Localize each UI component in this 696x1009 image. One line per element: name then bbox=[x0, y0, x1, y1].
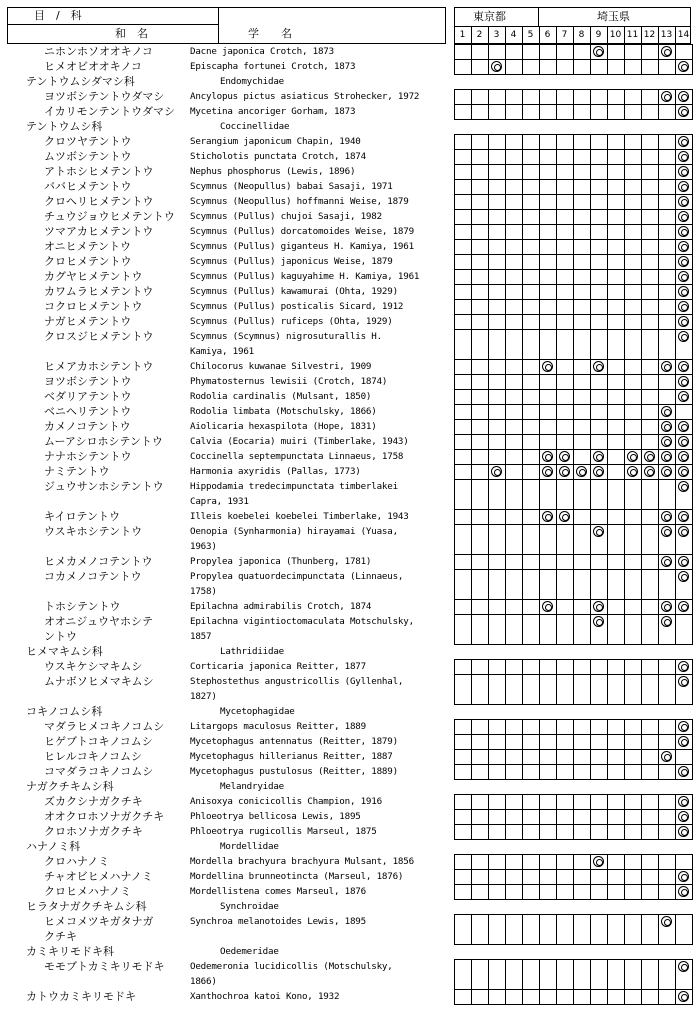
species-name-jp: ヒメカメノコテントウ bbox=[44, 555, 153, 568]
grid-row-line bbox=[454, 554, 692, 555]
grid-col-line bbox=[522, 794, 523, 839]
grid-col-line bbox=[573, 794, 574, 839]
species-name-jp: カメノコテントウ bbox=[44, 420, 131, 433]
grid-row-line bbox=[454, 269, 692, 270]
grid-row-line bbox=[454, 209, 692, 210]
grid-col-line bbox=[658, 794, 659, 839]
grid-col-line bbox=[522, 914, 523, 944]
grid-row-line bbox=[454, 434, 692, 435]
species-name-jp: ニホンホソオオキノコ bbox=[44, 45, 153, 58]
family-name-sci: Lathridiidae bbox=[220, 646, 284, 657]
header-col-divider bbox=[556, 27, 557, 44]
grid-row-line bbox=[454, 404, 692, 405]
species-name-sci: Litargops maculosus Reitter, 1889 bbox=[190, 721, 366, 732]
species-name-sci: Synchroa melanotoides Lewis, 1895 bbox=[190, 916, 366, 927]
grid-col-line bbox=[624, 914, 625, 944]
grid-col-line bbox=[658, 914, 659, 944]
species-name-sci-cont: 1758) bbox=[190, 586, 217, 597]
grid-col-line bbox=[505, 794, 506, 839]
species-name-jp-cont: クチキ bbox=[44, 930, 77, 943]
grid-row-line bbox=[454, 329, 692, 330]
species-name-sci: Sticholotis punctata Crotch, 1874 bbox=[190, 151, 366, 162]
species-name-sci-cont: 1827) bbox=[190, 691, 217, 702]
grid-row-line bbox=[454, 734, 692, 735]
species-name-sci: Scymnus (Pullus) japonicus Weise, 1879 bbox=[190, 256, 393, 267]
grid-col-line bbox=[624, 959, 625, 1004]
grid-col-line bbox=[675, 959, 676, 1004]
species-name-sci: Ancylopus pictus asiaticus Strohecker, 1972 bbox=[190, 91, 420, 102]
species-name-jp: クロヘリヒメテントウ bbox=[44, 195, 154, 208]
grid-col-line bbox=[607, 794, 608, 839]
site-number-8: 8 bbox=[578, 30, 585, 40]
grid-col-line bbox=[488, 959, 489, 1004]
species-name-sci: Mycetophagus hillerianus Reitter, 1887 bbox=[190, 751, 393, 762]
site-number-6: 6 bbox=[544, 30, 551, 40]
family-name-jp: テントウムシダマシ科 bbox=[26, 75, 135, 88]
grid-col-line bbox=[556, 854, 557, 899]
site-number-5: 5 bbox=[527, 30, 534, 40]
species-name-jp: コカメノコテントウ bbox=[44, 570, 142, 583]
header-order-family: 目 / 科 bbox=[34, 9, 82, 22]
grid-col-line bbox=[590, 659, 591, 704]
site-number-4: 4 bbox=[510, 30, 517, 40]
species-name-sci: Hippodamia tredecimpunctata timberlakei bbox=[190, 481, 398, 492]
species-name-jp: ムツボシテントウ bbox=[44, 150, 132, 163]
grid-row-line bbox=[454, 254, 692, 255]
header-japanese-name: 和 名 bbox=[115, 27, 148, 40]
species-name-jp: モモブトカミキリモドキ bbox=[44, 960, 165, 973]
family-name-sci: Oedemeridae bbox=[220, 946, 279, 957]
grid-col-line bbox=[573, 854, 574, 899]
grid-col-line bbox=[471, 659, 472, 704]
grid-col-line bbox=[471, 854, 472, 899]
grid-col-line bbox=[471, 914, 472, 944]
species-name-jp: ベニヘリテントウ bbox=[44, 405, 132, 418]
grid-row-line bbox=[454, 179, 692, 180]
species-name-jp: イカリモンテントウダマシ bbox=[44, 105, 176, 118]
grid-row-line bbox=[454, 359, 692, 360]
species-name-jp: ヨツボシテントウ bbox=[44, 375, 132, 388]
species-name-jp: ナガヒメテントウ bbox=[44, 315, 132, 328]
grid-row-line bbox=[454, 989, 692, 990]
grid-row-line bbox=[454, 419, 692, 420]
species-name-sci: Anisoxya conicicollis Champion, 1916 bbox=[190, 796, 382, 807]
grid-col-line bbox=[556, 659, 557, 704]
header-region-saitama: 埼玉県 bbox=[597, 10, 630, 23]
site-number-2: 2 bbox=[476, 30, 483, 40]
grid-row-line bbox=[454, 59, 692, 60]
species-name-jp: ツマアカヒメテントウ bbox=[44, 225, 154, 238]
header-col-divider bbox=[539, 27, 540, 44]
grid-row-line bbox=[454, 479, 692, 480]
family-name-sci: Melandryidae bbox=[220, 781, 284, 792]
species-name-jp-cont: ントウ bbox=[44, 630, 77, 643]
species-name-sci: Calvia (Eocaria) muiri (Timberlake, 1943) bbox=[190, 436, 409, 447]
species-name-jp: ナミテントウ bbox=[44, 465, 110, 478]
species-name-sci: Mycetophagus pustulosus (Reitter, 1889) bbox=[190, 766, 398, 777]
species-name-sci: Serangium japonicum Chapin, 1940 bbox=[190, 136, 361, 147]
header-col-divider bbox=[641, 27, 642, 44]
grid-col-line bbox=[556, 914, 557, 944]
species-name-jp: クロツヤテントウ bbox=[44, 135, 132, 148]
species-name-sci: Phymatosternus lewisii (Crotch, 1874) bbox=[190, 376, 388, 387]
grid-col-line bbox=[607, 914, 608, 944]
grid-row-line bbox=[454, 884, 692, 885]
header-left-divider bbox=[218, 7, 219, 44]
species-name-sci-cont: Kamiya, 1961 bbox=[190, 346, 254, 357]
grid-col-line bbox=[505, 914, 506, 944]
site-number-1: 1 bbox=[459, 30, 466, 40]
species-name-jp: カワムラヒメテントウ bbox=[44, 285, 154, 298]
species-name-sci: Episcapha fortunei Crotch, 1873 bbox=[190, 61, 356, 72]
species-name-sci: Aiolicaria hexaspilota (Hope, 1831) bbox=[190, 421, 377, 432]
family-name-jp: テントウムシ科 bbox=[26, 120, 103, 133]
species-name-jp: キイロテントウ bbox=[44, 510, 121, 523]
family-name-jp: カミキリモドキ科 bbox=[26, 945, 114, 958]
species-name-sci: Rodolia cardinalis (Mulsant, 1850) bbox=[190, 391, 372, 402]
grid-col-line bbox=[556, 959, 557, 1004]
species-name-jp: ヒメコメツキガタナガ bbox=[44, 915, 154, 928]
family-name-jp: ヒラタナガクチキムシ科 bbox=[26, 900, 147, 913]
grid-row-line bbox=[454, 464, 692, 465]
grid-col-line bbox=[624, 794, 625, 839]
species-name-jp: クロスジヒメテントウ bbox=[44, 330, 154, 343]
grid-col-line bbox=[658, 959, 659, 1004]
species-name-sci: Chilocorus kuwanae Silvestri, 1909 bbox=[190, 361, 372, 372]
header-col-divider bbox=[675, 27, 676, 44]
grid-row-line bbox=[454, 509, 692, 510]
grid-col-line bbox=[488, 914, 489, 944]
grid-col-line bbox=[675, 794, 676, 839]
grid-col-line bbox=[573, 914, 574, 944]
species-name-sci: Scymnus (Pullus) kawamurai (Ohta, 1929) bbox=[190, 286, 398, 297]
grid-row-line bbox=[454, 569, 692, 570]
header-scientific-name: 学 名 bbox=[248, 27, 292, 40]
grid-col-line bbox=[505, 659, 506, 704]
species-name-sci: Scymnus (Scymnus) nigrosuturallis H. bbox=[190, 331, 382, 342]
grid-col-line bbox=[488, 854, 489, 899]
site-number-7: 7 bbox=[561, 30, 568, 40]
species-name-sci: Stephostethus angustricollis (Gyllenhal, bbox=[190, 676, 404, 687]
grid-row-line bbox=[454, 299, 692, 300]
species-name-jp: カグヤヒメテントウ bbox=[44, 270, 143, 283]
species-name-jp: ナナホシテントウ bbox=[44, 450, 132, 463]
species-name-sci: Oenopia (Synharmonia) hirayamai (Yuasa, bbox=[190, 526, 398, 537]
grid-col-line bbox=[539, 914, 540, 944]
species-name-sci: Mordellistena comes Marseul, 1876 bbox=[190, 886, 366, 897]
family-name-sci: Coccinellidae bbox=[220, 121, 290, 132]
species-name-jp: クロホソナガクチキ bbox=[44, 825, 143, 838]
header-region-tokyo: 東京都 bbox=[473, 10, 506, 23]
species-name-jp: オオクロホソナガクチキ bbox=[44, 810, 165, 823]
grid-col-line bbox=[590, 959, 591, 1004]
species-name-jp: ヨツボシテントウダマシ bbox=[44, 90, 165, 103]
site-number-9: 9 bbox=[595, 30, 602, 40]
species-name-sci-cont: 1866) bbox=[190, 976, 217, 987]
species-name-sci: Scymnus (Pullus) ruficeps (Ohta, 1929) bbox=[190, 316, 393, 327]
grid-col-line bbox=[675, 659, 676, 704]
species-name-jp: ベダリアテントウ bbox=[44, 390, 132, 403]
species-name-jp: チャオビヒメハナノミ bbox=[44, 870, 153, 883]
species-name-sci: Coccinella septempunctata Linnaeus, 1758 bbox=[190, 451, 404, 462]
grid-col-line bbox=[573, 659, 574, 704]
species-name-sci-cont: Capra, 1931 bbox=[190, 496, 249, 507]
species-name-jp: ムーアシロホシテントウ bbox=[44, 435, 163, 448]
species-name-sci-cont: 1857 bbox=[190, 631, 212, 642]
grid-col-line bbox=[624, 854, 625, 899]
grid-row-line bbox=[454, 239, 692, 240]
species-name-jp: オニヒメテントウ bbox=[44, 240, 132, 253]
grid-row-line bbox=[454, 764, 692, 765]
grid-col-line bbox=[505, 959, 506, 1004]
species-name-jp: ウスキホシテントウ bbox=[44, 525, 143, 538]
grid-col-line bbox=[658, 854, 659, 899]
grid-col-line bbox=[573, 959, 574, 1004]
grid-col-line bbox=[539, 794, 540, 839]
species-name-jp: チュウジョウヒメテントウ bbox=[44, 210, 175, 223]
site-number-12: 12 bbox=[643, 30, 656, 40]
species-name-sci: Illeis koebelei koebelei Timberlake, 1943 bbox=[190, 511, 409, 522]
species-name-jp: ジュウサンホシテントウ bbox=[44, 480, 164, 493]
grid-row-line bbox=[454, 194, 692, 195]
grid-col-line bbox=[488, 659, 489, 704]
species-name-jp: クロハナノミ bbox=[44, 855, 110, 868]
grid-col-line bbox=[522, 854, 523, 899]
grid-col-line bbox=[675, 854, 676, 899]
grid-row-line bbox=[454, 524, 692, 525]
species-name-sci: Nephus phosphorus (Lewis, 1896) bbox=[190, 166, 356, 177]
grid-col-line bbox=[539, 854, 540, 899]
grid-col-line bbox=[641, 959, 642, 1004]
species-name-jp: コクロヒメテントウ bbox=[44, 300, 143, 313]
species-name-jp: ウスキケシマキムシ bbox=[44, 660, 143, 673]
species-name-sci: Mycetina ancoriger Gorham, 1873 bbox=[190, 106, 356, 117]
grid-row-line bbox=[454, 374, 692, 375]
species-name-sci: Phloeotrya rugicollis Marseul, 1875 bbox=[190, 826, 377, 837]
species-name-jp: アトホシヒメテントウ bbox=[44, 165, 154, 178]
header-col-divider bbox=[488, 27, 489, 44]
grid-col-line bbox=[641, 659, 642, 704]
grid-col-line bbox=[641, 914, 642, 944]
header-col-divider bbox=[607, 27, 608, 44]
grid-col-line bbox=[539, 959, 540, 1004]
species-name-sci: Epilachna admirabilis Crotch, 1874 bbox=[190, 601, 372, 612]
grid-row-line bbox=[454, 599, 692, 600]
species-name-sci: Mycetophagus antennatus (Reitter, 1879) bbox=[190, 736, 398, 747]
site-number-13: 13 bbox=[660, 30, 673, 40]
grid-row-line bbox=[454, 809, 692, 810]
grid-col-line bbox=[590, 794, 591, 839]
species-name-jp: ヒレルコキノコムシ bbox=[44, 750, 142, 763]
grid-col-line bbox=[471, 794, 472, 839]
species-name-jp: ババヒメテントウ bbox=[44, 180, 132, 193]
header-col-divider bbox=[505, 27, 506, 44]
header-col-divider bbox=[590, 27, 591, 44]
grid-col-line bbox=[522, 959, 523, 1004]
family-name-jp: ヒメマキムシ科 bbox=[26, 645, 103, 658]
grid-col-line bbox=[505, 854, 506, 899]
site-number-11: 11 bbox=[626, 30, 639, 40]
grid-col-line bbox=[675, 914, 676, 944]
grid-row-line bbox=[454, 389, 692, 390]
grid-row-line bbox=[454, 674, 692, 675]
species-name-sci-cont: 1963) bbox=[190, 541, 217, 552]
header-col-divider bbox=[471, 27, 472, 44]
header-region-divider bbox=[538, 7, 539, 27]
header-col-divider bbox=[573, 27, 574, 44]
species-name-jp: カトウカミキリモドキ bbox=[26, 990, 136, 1003]
grid-col-line bbox=[607, 659, 608, 704]
species-name-jp: コマダラコキノコムシ bbox=[44, 765, 154, 778]
site-number-14: 14 bbox=[677, 30, 690, 40]
species-name-sci: Propylea quatuordecimpunctata (Linnaeus, bbox=[190, 571, 404, 582]
species-name-sci: Phloeotrya bellicosa Lewis, 1895 bbox=[190, 811, 361, 822]
species-name-sci: Rodolia limbata (Motschulsky, 1866) bbox=[190, 406, 377, 417]
grid-col-line bbox=[556, 794, 557, 839]
grid-col-line bbox=[624, 659, 625, 704]
grid-col-line bbox=[658, 659, 659, 704]
grid-row-line bbox=[454, 869, 692, 870]
species-name-sci: Scymnus (Pullus) giganteus H. Kamiya, 1961 bbox=[190, 241, 414, 252]
grid-col-line bbox=[522, 659, 523, 704]
species-name-sci: Scymnus (Neopullus) babai Sasaji, 1971 bbox=[190, 181, 393, 192]
species-name-sci: Harmonia axyridis (Pallas, 1773) bbox=[190, 466, 361, 477]
site-number-10: 10 bbox=[609, 30, 622, 40]
grid-col-line bbox=[590, 914, 591, 944]
species-name-jp: ヒメアカホシテントウ bbox=[44, 360, 154, 373]
grid-row-line bbox=[454, 449, 692, 450]
species-name-sci: Scymnus (Pullus) posticalis Sicard, 1912 bbox=[190, 301, 404, 312]
family-name-jp: ハナノミ科 bbox=[26, 840, 81, 853]
species-name-jp: ムナボソヒメマキムシ bbox=[44, 675, 154, 688]
family-name-sci: Synchroidae bbox=[220, 901, 279, 912]
family-name-sci: Mycetophagidae bbox=[220, 706, 295, 717]
grid-col-line bbox=[539, 659, 540, 704]
species-name-sci: Corticaria japonica Reitter, 1877 bbox=[190, 661, 366, 672]
species-name-sci: Scymnus (Pullus) chujoi Sasaji, 1982 bbox=[190, 211, 382, 222]
species-name-sci: Epilachna vigintioctomaculata Motschulsky, bbox=[190, 616, 414, 627]
species-name-sci: Scymnus (Neopullus) hoffmanni Weise, 1879 bbox=[190, 196, 409, 207]
grid-col-line bbox=[590, 854, 591, 899]
grid-row-line bbox=[454, 614, 692, 615]
grid-row-line bbox=[454, 224, 692, 225]
site-number-3: 3 bbox=[493, 30, 500, 40]
grid-col-line bbox=[641, 854, 642, 899]
species-name-jp: マダラヒメコキノコムシ bbox=[44, 720, 165, 733]
grid-col-line bbox=[607, 959, 608, 1004]
species-name-sci: Mordella brachyura brachyura Mulsant, 1856 bbox=[190, 856, 414, 867]
family-name-sci: Mordellidae bbox=[220, 841, 279, 852]
species-name-jp: クロヒメハナノミ bbox=[44, 885, 132, 898]
species-name-jp: ヒゲブトコキノコムシ bbox=[44, 735, 153, 748]
grid-row-line bbox=[454, 149, 692, 150]
grid-row-line bbox=[454, 824, 692, 825]
grid-row-line bbox=[454, 749, 692, 750]
header-left-midline bbox=[7, 24, 219, 25]
grid-row-line bbox=[454, 164, 692, 165]
species-name-sci: Oedemeronia lucidicollis (Motschulsky, bbox=[190, 961, 393, 972]
header-col-divider bbox=[522, 27, 523, 44]
family-name-jp: コキノコムシ科 bbox=[26, 705, 103, 718]
family-name-sci: Endomychidae bbox=[220, 76, 284, 87]
grid-row-line bbox=[454, 314, 692, 315]
grid-col-line bbox=[607, 854, 608, 899]
grid-row-line bbox=[454, 284, 692, 285]
grid-col-line bbox=[641, 794, 642, 839]
species-name-sci: Dacne japonica Crotch, 1873 bbox=[190, 46, 334, 57]
species-name-sci: Scymnus (Pullus) kaguyahime H. Kamiya, 1961 bbox=[190, 271, 420, 282]
grid-col-line bbox=[471, 959, 472, 1004]
grid-row-line bbox=[454, 104, 692, 105]
species-name-jp: オオニジュウヤホシテ bbox=[44, 615, 154, 628]
species-name-jp: クロヒメテントウ bbox=[44, 255, 132, 268]
species-name-jp: ズカクシナガクチキ bbox=[44, 795, 143, 808]
species-name-jp: ヒメオビオオキノコ bbox=[44, 60, 142, 73]
header-col-divider bbox=[658, 27, 659, 44]
species-name-sci: Mordellina brunneotincta (Marseul, 1876) bbox=[190, 871, 404, 882]
species-name-sci: Propylea japonica (Thunberg, 1781) bbox=[190, 556, 372, 567]
species-name-sci: Xanthochroa katoi Kono, 1932 bbox=[190, 991, 340, 1002]
family-name-jp: ナガクチキムシ科 bbox=[26, 780, 114, 793]
species-name-sci: Scymnus (Pullus) dorcatomoides Weise, 1879 bbox=[190, 226, 414, 237]
species-name-jp: トホシテントウ bbox=[44, 600, 121, 613]
header-col-divider bbox=[624, 27, 625, 44]
grid-col-line bbox=[488, 794, 489, 839]
